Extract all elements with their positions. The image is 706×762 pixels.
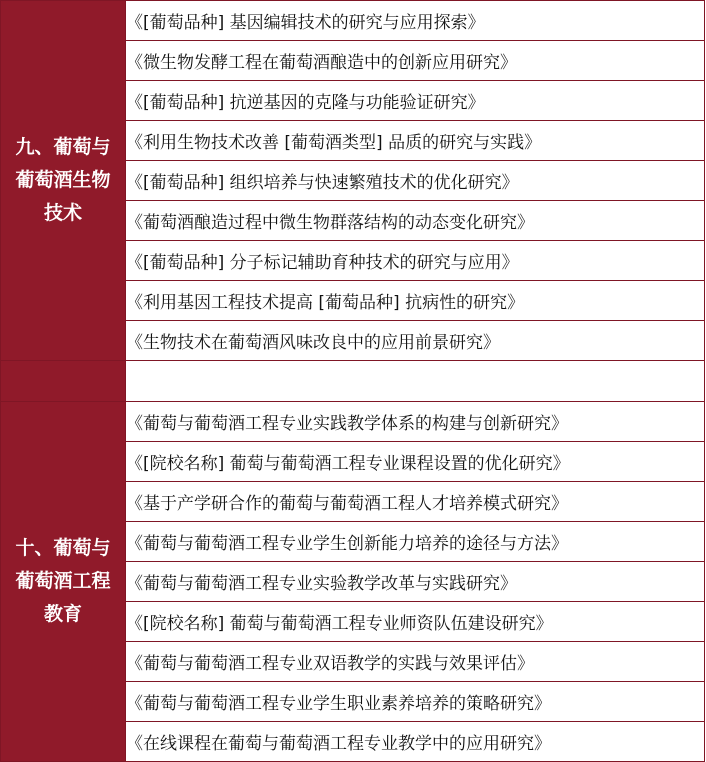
topic-item: 《[院校名称] 葡萄与葡萄酒工程专业师资队伍建设研究》 bbox=[126, 602, 705, 642]
category-label: 九、葡萄与葡萄酒生物技术 bbox=[15, 136, 111, 224]
topic-item: 《葡萄与葡萄酒工程专业学生创新能力培养的途径与方法》 bbox=[126, 522, 705, 562]
category-label: 十、葡萄与葡萄酒工程教育 bbox=[15, 537, 111, 625]
topic-item: 《葡萄酒酿造过程中微生物群落结构的动态变化研究》 bbox=[126, 201, 705, 241]
topic-item: 《[葡萄品种] 组织培养与快速繁殖技术的优化研究》 bbox=[126, 161, 705, 201]
table-row bbox=[1, 1, 705, 41]
topic-item: 《[葡萄品种] 基因编辑技术的研究与应用探索》 bbox=[126, 1, 705, 41]
topic-item: 《利用生物技术改善 [葡萄酒类型] 品质的研究与实践》 bbox=[126, 121, 705, 161]
topic-item: 《[葡萄品种] 分子标记辅助育种技术的研究与应用》 bbox=[126, 241, 705, 281]
category-cell-education bbox=[1, 402, 126, 762]
topic-item: 《微生物发酵工程在葡萄酒酿造中的创新应用研究》 bbox=[126, 41, 705, 81]
topic-item: 《[葡萄品种] 抗逆基因的克隆与功能验证研究》 bbox=[126, 81, 705, 121]
empty-row bbox=[1, 361, 705, 402]
topic-item: 《葡萄与葡萄酒工程专业实验教学改革与实践研究》 bbox=[126, 562, 705, 602]
topic-item: 《生物技术在葡萄酒风味改良中的应用前景研究》 bbox=[126, 321, 705, 361]
topic-item: 《基于产学研合作的葡萄与葡萄酒工程人才培养模式研究》 bbox=[126, 482, 705, 522]
topic-item: 《[院校名称] 葡萄与葡萄酒工程专业课程设置的优化研究》 bbox=[126, 442, 705, 482]
table-row bbox=[1, 402, 705, 442]
topic-item: 《葡萄与葡萄酒工程专业双语教学的实践与效果评估》 bbox=[126, 642, 705, 682]
topic-item: 《葡萄与葡萄酒工程专业学生职业素养培养的策略研究》 bbox=[126, 682, 705, 722]
topic-item: 《葡萄与葡萄酒工程专业实践教学体系的构建与创新研究》 bbox=[126, 402, 705, 442]
topic-item: 《在线课程在葡萄与葡萄酒工程专业教学中的应用研究》 bbox=[126, 722, 705, 762]
empty-category-cell bbox=[1, 361, 126, 402]
category-cell-biotech bbox=[1, 1, 126, 361]
empty-topic-cell bbox=[126, 361, 705, 402]
topic-item: 《利用基因工程技术提高 [葡萄品种] 抗病性的研究》 bbox=[126, 281, 705, 321]
